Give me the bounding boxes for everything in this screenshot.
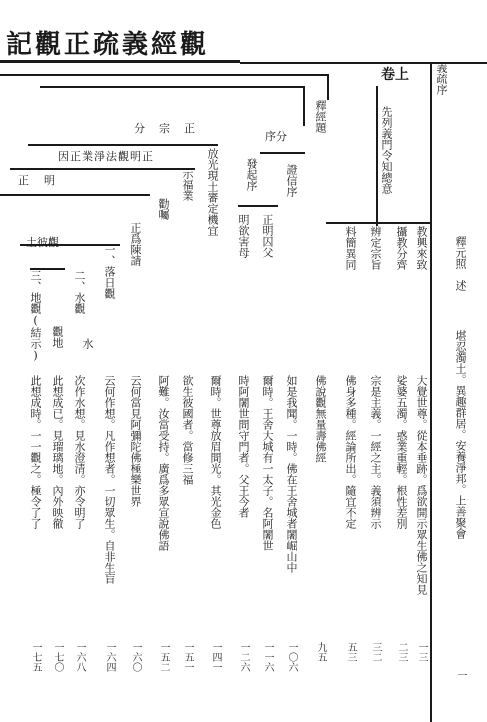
page-number: 一七五 [30,642,41,672]
fen-zong-zheng: 分宗正 [134,122,209,135]
page-number: 一三 [416,642,427,662]
xufen-label: 序分 [265,130,287,143]
branch-label: 示福業 [181,168,194,201]
page-number: 一六〇 [130,642,141,672]
branch-text: 佛身多種。經論所出。隨宜不定 [344,375,357,529]
yishu-num: 一 [455,670,466,680]
shui-tail: 水 [81,338,94,349]
branches-rule [326,222,431,224]
page-number: 一〇六 [286,642,297,672]
branch-label: 勸囑 [157,198,170,220]
level1-drop [327,74,329,100]
branch-label: 明欲害母 [237,214,250,258]
branch-label: 教興來致 [415,226,428,270]
ming-rule [0,194,150,196]
branch-label: 證信序 [285,164,298,197]
fangguang-label: 放光現土審定機宜 [206,148,219,236]
juan-label: 卷上 [381,67,409,83]
page-number: 一五二 [158,642,169,672]
page-number: 五三 [345,642,356,662]
page-number: 一二六 [238,642,249,672]
shi-jingti: 釋經題 [314,100,327,133]
branch-text: 此想成時。一一觀之。極令了了 [29,375,42,529]
branch-label: 正明囚父 [261,214,274,258]
branch-label: 一、落日觀 [103,244,116,299]
yinzheng-rule [10,168,195,170]
branch-text: 時阿闍世問守門者。父王今者 [237,375,250,518]
ming-label: 明 [44,174,55,187]
fafa-rule [238,205,278,207]
branch-label: 攝教分齊 [395,226,408,270]
branch-text: 此想成已。見瑠璃地。內外映徹 [51,375,64,529]
yinzheng-label: 因正業淨法觀明正 [58,150,154,163]
fenzong-rule [28,144,218,146]
fafa-xu-label: 發起序 [245,158,258,191]
page-number: 一六四 [104,642,115,672]
branch-text: 阿難。汝當受持。廣爲多眾宣說佛語 [157,375,170,551]
title-rule [0,60,240,63]
branch-text: 云何當見阿彌陀佛極樂世界 [129,375,142,507]
level2-drop [303,86,305,126]
branch-text: 如是我聞。一時。佛在王舍城者闍崛山中 [285,375,298,573]
page-number: 一四一 [210,642,221,672]
branch-text: 次作水想。見水澄清。亦令明了 [73,375,86,529]
yishu-head-text: 堪忍濁土。異趣群居。安養淨邦。上善聚會 [454,330,467,539]
branch-label: 二、水觀 [73,270,86,314]
branch-label: 正爲陳請 [129,222,142,266]
branch-label: 觀地 [51,326,64,348]
shu-label: 述 [454,280,467,291]
zheng-tail: 正 [18,174,29,187]
page-number: 一七〇 [52,642,63,672]
page-number: 一一六 [262,642,273,672]
page-number: 三二 [370,642,381,662]
branch-text: 爾時。王舍大城有一太子。名阿闍世 [261,375,274,551]
right-spine [430,62,432,722]
tubi-label: 土彼觀 [26,236,59,249]
page-number: 一六八 [74,642,85,672]
page-title: 記觀正疏義經觀 [6,30,210,60]
branch-text: 爾時。世尊放眉間光。其光金色 [209,375,222,529]
branch-text: 大覺世尊。從本垂跡。爲欲開示眾生佛之知見 [415,375,428,595]
yishu-xu-label: 義疏序 [435,62,448,95]
branch-text: 欲生彼國者。當修三福 [181,375,194,485]
xufen-rule [260,152,305,154]
branch-label: 料簡異同 [344,226,357,270]
xianlie-label: 先列義門令知總意 [380,106,393,194]
shiyuan-zhao: 釋元照 [454,236,467,269]
page-number: 二三 [396,642,407,662]
juan-spine [376,86,378,226]
branch-text: 云何作想。凡作想者。一切眾生。自非生盲 [103,375,116,584]
page-number: 九五 [315,642,326,662]
branch-text: 宗是主義。一經之主。義須辨示 [369,375,382,529]
top-rule [240,62,487,64]
level2-rule [40,86,304,88]
page-number: 一五一 [182,642,193,672]
level1-rule [0,74,328,76]
branch-text: 娑婆五濁。惑業重輕。根性差別 [395,375,408,529]
branch-label: 辨定宗旨 [369,226,382,270]
branch-label: 三、地觀(結示) [29,270,42,362]
branch-text: 佛說觀無量壽佛經 [314,375,327,463]
